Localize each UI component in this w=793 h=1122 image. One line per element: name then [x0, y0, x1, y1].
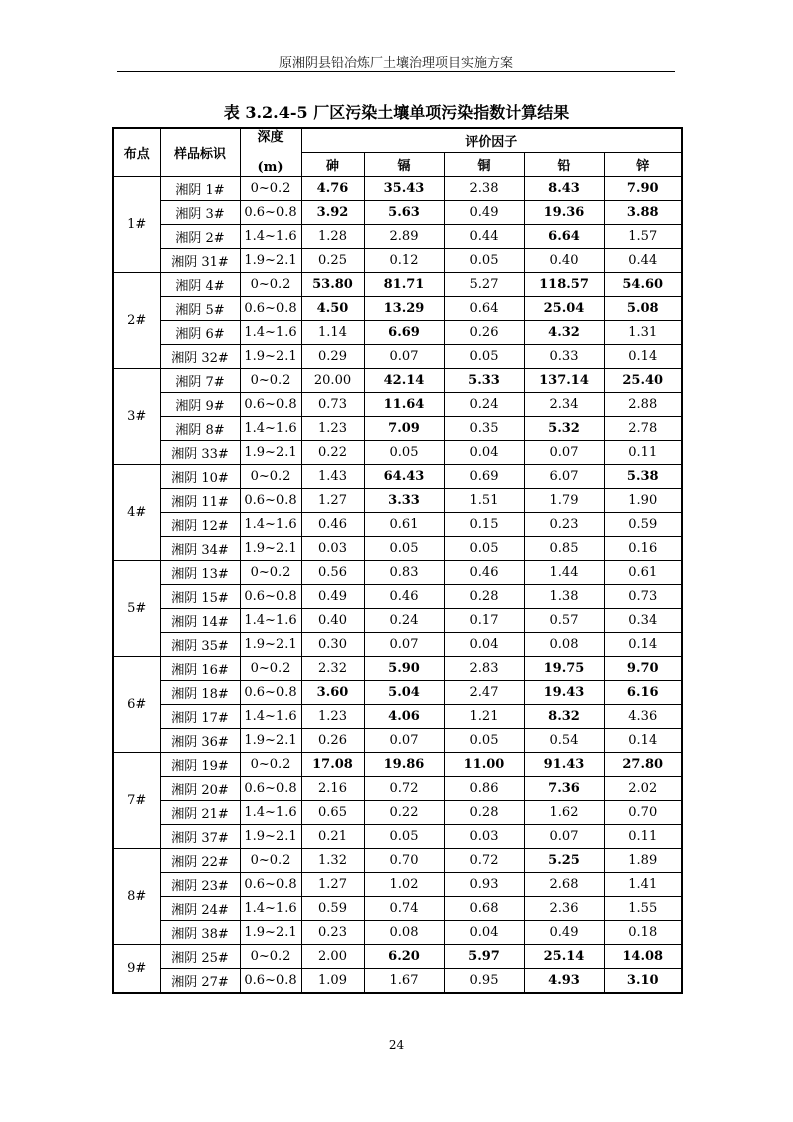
site-cell: 7#: [113, 753, 160, 849]
value-cell: 1.32: [301, 849, 364, 873]
value-cell: 0.73: [301, 393, 364, 417]
sample-cell: 湘阴 9#: [160, 393, 240, 417]
value-cell: 19.43: [524, 681, 604, 705]
table-row: [113, 801, 682, 825]
value-cell: 3.60: [301, 681, 364, 705]
value-cell: 2.78: [604, 417, 682, 441]
table-row: [113, 969, 682, 994]
table-row: [113, 297, 682, 321]
value-cell: 0.05: [444, 345, 524, 369]
value-cell: 0.04: [444, 441, 524, 465]
value-cell: 7.36: [524, 777, 604, 801]
value-cell: 1.57: [604, 225, 682, 249]
value-cell: 25.40: [604, 369, 682, 393]
site-cell: 3#: [113, 369, 160, 465]
value-cell: 5.27: [444, 273, 524, 297]
site-cell: 1#: [113, 177, 160, 273]
sample-cell: 湘阴 27#: [160, 969, 240, 994]
value-cell: 35.43: [364, 177, 444, 201]
table-row: [113, 753, 682, 777]
depth-cell: 0~0.2: [240, 465, 301, 489]
value-cell: 0.22: [301, 441, 364, 465]
value-cell: 5.63: [364, 201, 444, 225]
value-cell: 6.64: [524, 225, 604, 249]
value-cell: 0.64: [444, 297, 524, 321]
sample-cell: 湘阴 3#: [160, 201, 240, 225]
depth-cell: 1.9~2.1: [240, 633, 301, 657]
value-cell: 0.12: [364, 249, 444, 273]
sample-cell: 湘阴 6#: [160, 321, 240, 345]
depth-cell: 1.4~1.6: [240, 897, 301, 921]
depth-cell: 1.4~1.6: [240, 513, 301, 537]
depth-cell: 0~0.2: [240, 945, 301, 969]
sample-cell: 湘阴 37#: [160, 825, 240, 849]
table-row: [113, 321, 682, 345]
table-row: [113, 273, 682, 297]
depth-cell: 0~0.2: [240, 657, 301, 681]
table-row: [113, 417, 682, 441]
depth-cell: 0.6~0.8: [240, 489, 301, 513]
value-cell: 1.51: [444, 489, 524, 513]
value-cell: 3.92: [301, 201, 364, 225]
table-row: [113, 489, 682, 513]
value-cell: 5.32: [524, 417, 604, 441]
sample-cell: 湘阴 15#: [160, 585, 240, 609]
depth-cell: 1.9~2.1: [240, 441, 301, 465]
page-header: 原湘阴县铅冶炼厂土壤治理项目实施方案: [278, 56, 513, 71]
value-cell: 0.05: [364, 441, 444, 465]
value-cell: 0.24: [444, 393, 524, 417]
value-cell: 0.29: [301, 345, 364, 369]
value-cell: 0.28: [444, 801, 524, 825]
value-cell: 4.76: [301, 177, 364, 201]
value-cell: 81.71: [364, 273, 444, 297]
table-row: [113, 465, 682, 489]
value-cell: 1.55: [604, 897, 682, 921]
depth-cell: 0.6~0.8: [240, 969, 301, 994]
pollution-index-table: [112, 127, 683, 994]
table-row: [113, 945, 682, 969]
table-row: [113, 777, 682, 801]
value-cell: 4.36: [604, 705, 682, 729]
value-cell: 7.09: [364, 417, 444, 441]
depth-cell: 0~0.2: [240, 273, 301, 297]
depth-cell: 0.6~0.8: [240, 297, 301, 321]
value-cell: 2.00: [301, 945, 364, 969]
depth-cell: 1.4~1.6: [240, 417, 301, 441]
depth-label: 深度: [257, 129, 284, 145]
table-row: [113, 729, 682, 753]
value-cell: 4.06: [364, 705, 444, 729]
value-cell: 0.07: [524, 441, 604, 465]
value-cell: 5.97: [444, 945, 524, 969]
value-cell: 0.26: [444, 321, 524, 345]
sample-cell: 湘阴 18#: [160, 681, 240, 705]
sample-cell: 湘阴 23#: [160, 873, 240, 897]
value-cell: 0.44: [604, 249, 682, 273]
value-cell: 0.05: [364, 537, 444, 561]
table-row: [113, 897, 682, 921]
col-header-copper: 铜: [444, 153, 524, 177]
value-cell: 1.21: [444, 705, 524, 729]
value-cell: 1.62: [524, 801, 604, 825]
value-cell: 0.14: [604, 633, 682, 657]
value-cell: 0.35: [444, 417, 524, 441]
col-header-lead: 铅: [524, 153, 604, 177]
value-cell: 0.15: [444, 513, 524, 537]
value-cell: 0.23: [301, 921, 364, 945]
value-cell: 19.75: [524, 657, 604, 681]
site-cell: 5#: [113, 561, 160, 657]
sample-cell: 湘阴 35#: [160, 633, 240, 657]
sample-cell: 湘阴 14#: [160, 609, 240, 633]
value-cell: 0.24: [364, 609, 444, 633]
value-cell: 0.61: [604, 561, 682, 585]
depth-cell: 1.4~1.6: [240, 321, 301, 345]
value-cell: 0.74: [364, 897, 444, 921]
sample-cell: 湘阴 34#: [160, 537, 240, 561]
value-cell: 0.14: [604, 729, 682, 753]
value-cell: 0.59: [604, 513, 682, 537]
value-cell: 9.70: [604, 657, 682, 681]
value-cell: 4.32: [524, 321, 604, 345]
sample-cell: 湘阴 22#: [160, 849, 240, 873]
sample-cell: 湘阴 38#: [160, 921, 240, 945]
value-cell: 0.07: [364, 345, 444, 369]
value-cell: 0.21: [301, 825, 364, 849]
depth-cell: 1.4~1.6: [240, 225, 301, 249]
depth-cell: 0.6~0.8: [240, 585, 301, 609]
sample-cell: 湘阴 19#: [160, 753, 240, 777]
value-cell: 1.14: [301, 321, 364, 345]
value-cell: 0.05: [444, 249, 524, 273]
depth-cell: 1.9~2.1: [240, 537, 301, 561]
value-cell: 0.33: [524, 345, 604, 369]
depth-cell: 1.9~2.1: [240, 729, 301, 753]
value-cell: 0.28: [444, 585, 524, 609]
value-cell: 0.46: [364, 585, 444, 609]
sample-cell: 湘阴 1#: [160, 177, 240, 201]
value-cell: 1.43: [301, 465, 364, 489]
value-cell: 1.28: [301, 225, 364, 249]
depth-cell: 0~0.2: [240, 849, 301, 873]
value-cell: 1.67: [364, 969, 444, 994]
value-cell: 0.49: [524, 921, 604, 945]
value-cell: 5.38: [604, 465, 682, 489]
depth-cell: 0.6~0.8: [240, 873, 301, 897]
table-title: 表 3.2.4-5 厂区污染土壤单项污染指数计算结果: [223, 103, 570, 122]
table-row: [113, 585, 682, 609]
value-cell: 0.68: [444, 897, 524, 921]
value-cell: 0.11: [604, 441, 682, 465]
value-cell: 2.47: [444, 681, 524, 705]
value-cell: 19.86: [364, 753, 444, 777]
value-cell: 0.04: [444, 633, 524, 657]
value-cell: 2.36: [524, 897, 604, 921]
value-cell: 0.70: [604, 801, 682, 825]
value-cell: 4.93: [524, 969, 604, 994]
table-row: [113, 537, 682, 561]
depth-cell: 1.4~1.6: [240, 801, 301, 825]
value-cell: 0.30: [301, 633, 364, 657]
value-cell: 7.90: [604, 177, 682, 201]
table-row: [113, 681, 682, 705]
table-row: [113, 705, 682, 729]
value-cell: 0.04: [444, 921, 524, 945]
value-cell: 0.14: [604, 345, 682, 369]
value-cell: 1.27: [301, 873, 364, 897]
value-cell: 5.04: [364, 681, 444, 705]
value-cell: 137.14: [524, 369, 604, 393]
page-number: 24: [388, 1038, 405, 1052]
value-cell: 0.03: [301, 537, 364, 561]
value-cell: 8.43: [524, 177, 604, 201]
value-cell: 5.33: [444, 369, 524, 393]
value-cell: 0.07: [524, 825, 604, 849]
table-row: [113, 921, 682, 945]
table-row: [113, 609, 682, 633]
value-cell: 3.10: [604, 969, 682, 994]
sample-cell: 湘阴 21#: [160, 801, 240, 825]
value-cell: 0.59: [301, 897, 364, 921]
table-body: [113, 177, 682, 994]
sample-cell: 湘阴 31#: [160, 249, 240, 273]
value-cell: 0.34: [604, 609, 682, 633]
table-row: [113, 825, 682, 849]
value-cell: 0.05: [444, 729, 524, 753]
value-cell: 2.34: [524, 393, 604, 417]
value-cell: 0.72: [444, 849, 524, 873]
value-cell: 25.14: [524, 945, 604, 969]
col-header-factors: 评价因子: [301, 128, 682, 153]
col-header-site: 布点: [113, 128, 160, 177]
sample-cell: 湘阴 20#: [160, 777, 240, 801]
value-cell: 2.68: [524, 873, 604, 897]
table-row: [113, 345, 682, 369]
sample-cell: 湘阴 32#: [160, 345, 240, 369]
value-cell: 54.60: [604, 273, 682, 297]
depth-cell: 0~0.2: [240, 177, 301, 201]
value-cell: 2.16: [301, 777, 364, 801]
value-cell: 4.50: [301, 297, 364, 321]
value-cell: 0.93: [444, 873, 524, 897]
site-cell: 8#: [113, 849, 160, 945]
value-cell: 0.65: [301, 801, 364, 825]
value-cell: 0.05: [364, 825, 444, 849]
value-cell: 0.70: [364, 849, 444, 873]
depth-cell: 1.9~2.1: [240, 825, 301, 849]
site-cell: 4#: [113, 465, 160, 561]
value-cell: 0.22: [364, 801, 444, 825]
value-cell: 1.02: [364, 873, 444, 897]
sample-cell: 湘阴 36#: [160, 729, 240, 753]
value-cell: 0.40: [301, 609, 364, 633]
site-cell: 2#: [113, 273, 160, 369]
site-cell: 6#: [113, 657, 160, 753]
value-cell: 0.40: [524, 249, 604, 273]
value-cell: 0.95: [444, 969, 524, 994]
sample-cell: 湘阴 10#: [160, 465, 240, 489]
depth-cell: 1.4~1.6: [240, 705, 301, 729]
value-cell: 0.16: [604, 537, 682, 561]
value-cell: 0.07: [364, 633, 444, 657]
value-cell: 0.54: [524, 729, 604, 753]
value-cell: 0.49: [444, 201, 524, 225]
value-cell: 53.80: [301, 273, 364, 297]
sample-cell: 湘阴 2#: [160, 225, 240, 249]
table-row: [113, 561, 682, 585]
table-row: [113, 249, 682, 273]
col-header-sample: 样品标识: [160, 128, 240, 177]
value-cell: 0.85: [524, 537, 604, 561]
value-cell: 6.07: [524, 465, 604, 489]
table-row: [113, 657, 682, 681]
value-cell: 1.41: [604, 873, 682, 897]
value-cell: 2.02: [604, 777, 682, 801]
value-cell: 0.46: [301, 513, 364, 537]
value-cell: 1.31: [604, 321, 682, 345]
col-header-arsenic: 砷: [301, 153, 364, 177]
value-cell: 6.16: [604, 681, 682, 705]
table-row: [113, 849, 682, 873]
sample-cell: 湘阴 24#: [160, 897, 240, 921]
sample-cell: 湘阴 33#: [160, 441, 240, 465]
value-cell: 5.08: [604, 297, 682, 321]
value-cell: 3.88: [604, 201, 682, 225]
depth-cell: 1.9~2.1: [240, 345, 301, 369]
value-cell: 64.43: [364, 465, 444, 489]
depth-cell: 0.6~0.8: [240, 393, 301, 417]
value-cell: 0.07: [364, 729, 444, 753]
value-cell: 0.57: [524, 609, 604, 633]
value-cell: 0.83: [364, 561, 444, 585]
value-cell: 0.08: [524, 633, 604, 657]
value-cell: 1.44: [524, 561, 604, 585]
value-cell: 19.36: [524, 201, 604, 225]
value-cell: 0.11: [604, 825, 682, 849]
sample-cell: 湘阴 5#: [160, 297, 240, 321]
value-cell: 1.23: [301, 417, 364, 441]
depth-cell: 1.9~2.1: [240, 249, 301, 273]
value-cell: 27.80: [604, 753, 682, 777]
value-cell: 1.09: [301, 969, 364, 994]
table-row: [113, 177, 682, 201]
depth-unit: (m): [257, 159, 284, 175]
col-header-zinc: 锌: [604, 153, 682, 177]
sample-cell: 湘阴 17#: [160, 705, 240, 729]
depth-cell: 0.6~0.8: [240, 777, 301, 801]
table-row: [113, 513, 682, 537]
value-cell: 2.32: [301, 657, 364, 681]
value-cell: 1.23: [301, 705, 364, 729]
table-row: [113, 201, 682, 225]
table-row: [113, 393, 682, 417]
value-cell: 0.17: [444, 609, 524, 633]
value-cell: 13.29: [364, 297, 444, 321]
table-row: [113, 633, 682, 657]
value-cell: 8.32: [524, 705, 604, 729]
depth-cell: 0~0.2: [240, 369, 301, 393]
sample-cell: 湘阴 11#: [160, 489, 240, 513]
value-cell: 0.61: [364, 513, 444, 537]
value-cell: 91.43: [524, 753, 604, 777]
value-cell: 2.88: [604, 393, 682, 417]
depth-cell: 0.6~0.8: [240, 681, 301, 705]
header-divider: [117, 71, 675, 72]
value-cell: 2.89: [364, 225, 444, 249]
value-cell: 20.00: [301, 369, 364, 393]
value-cell: 25.04: [524, 297, 604, 321]
value-cell: 1.27: [301, 489, 364, 513]
value-cell: 14.08: [604, 945, 682, 969]
value-cell: 0.26: [301, 729, 364, 753]
col-header-depth: [240, 128, 301, 177]
value-cell: 5.25: [524, 849, 604, 873]
value-cell: 11.64: [364, 393, 444, 417]
value-cell: 42.14: [364, 369, 444, 393]
value-cell: 11.00: [444, 753, 524, 777]
value-cell: 0.46: [444, 561, 524, 585]
value-cell: 0.86: [444, 777, 524, 801]
sample-cell: 湘阴 8#: [160, 417, 240, 441]
sample-cell: 湘阴 16#: [160, 657, 240, 681]
table-row: [113, 873, 682, 897]
value-cell: 6.69: [364, 321, 444, 345]
depth-cell: 1.4~1.6: [240, 609, 301, 633]
sample-cell: 湘阴 7#: [160, 369, 240, 393]
value-cell: 1.90: [604, 489, 682, 513]
value-cell: 0.72: [364, 777, 444, 801]
sample-cell: 湘阴 4#: [160, 273, 240, 297]
value-cell: 5.90: [364, 657, 444, 681]
sample-cell: 湘阴 13#: [160, 561, 240, 585]
sample-cell: 湘阴 12#: [160, 513, 240, 537]
value-cell: 0.23: [524, 513, 604, 537]
value-cell: 2.38: [444, 177, 524, 201]
value-cell: 0.69: [444, 465, 524, 489]
value-cell: 0.56: [301, 561, 364, 585]
value-cell: 0.25: [301, 249, 364, 273]
value-cell: 1.79: [524, 489, 604, 513]
value-cell: 0.05: [444, 537, 524, 561]
value-cell: 6.20: [364, 945, 444, 969]
value-cell: 1.38: [524, 585, 604, 609]
value-cell: 17.08: [301, 753, 364, 777]
site-cell: 9#: [113, 945, 160, 994]
value-cell: 1.89: [604, 849, 682, 873]
sample-cell: 湘阴 25#: [160, 945, 240, 969]
value-cell: 0.08: [364, 921, 444, 945]
value-cell: 118.57: [524, 273, 604, 297]
value-cell: 0.44: [444, 225, 524, 249]
depth-cell: 0.6~0.8: [240, 201, 301, 225]
value-cell: 3.33: [364, 489, 444, 513]
depth-cell: 0~0.2: [240, 561, 301, 585]
table-row: [113, 369, 682, 393]
col-header-cadmium: 镉: [364, 153, 444, 177]
table-row: [113, 441, 682, 465]
value-cell: 0.03: [444, 825, 524, 849]
value-cell: 0.18: [604, 921, 682, 945]
table-row: [113, 225, 682, 249]
value-cell: 2.83: [444, 657, 524, 681]
value-cell: 0.49: [301, 585, 364, 609]
value-cell: 0.73: [604, 585, 682, 609]
depth-cell: 1.9~2.1: [240, 921, 301, 945]
depth-cell: 0~0.2: [240, 753, 301, 777]
